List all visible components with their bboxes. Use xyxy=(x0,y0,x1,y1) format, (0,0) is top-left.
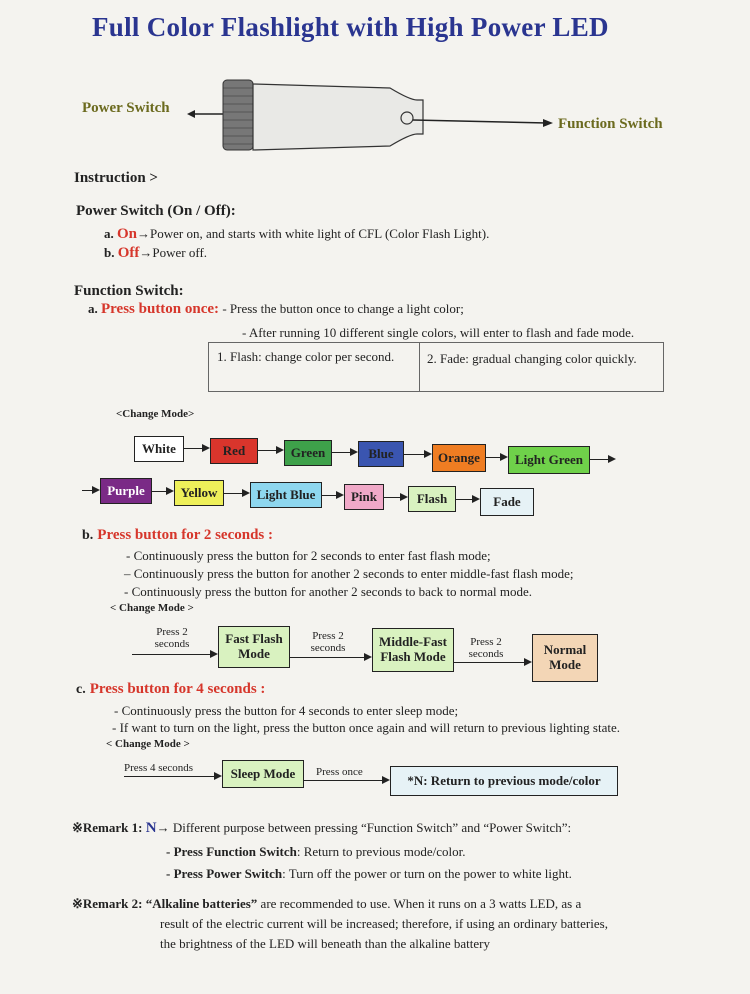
color-box-yellow: Yellow xyxy=(174,480,224,506)
press-once-line2: - After running 10 different single colors, will enter to flash and fade mode. xyxy=(242,325,635,340)
on-word: On xyxy=(117,226,138,242)
color-box-fade: Fade xyxy=(480,488,534,516)
arrow-icon xyxy=(304,780,388,781)
remark1-power-line: - Press Power Switch: Turn off the power or turn on the power to white light. xyxy=(166,866,572,881)
press-2s-title-line: b. Press button for 2 seconds : xyxy=(82,527,273,543)
press-once-line: a. Press button once: - Press the button once to change a light color; xyxy=(88,301,464,317)
table-cell-flash: 1. Flash: change color per second. xyxy=(217,349,395,364)
arrow-icon xyxy=(590,459,614,460)
page-title: Full Color Flashlight with High Power LED xyxy=(92,12,609,42)
color-box-green: Green xyxy=(284,440,332,466)
return-previous-box: *N: Return to previous mode/color xyxy=(390,766,618,796)
table-divider xyxy=(419,343,420,391)
function-switch-heading: Function Switch: xyxy=(74,283,184,299)
arrow-icon xyxy=(132,654,216,655)
press-2s-label: Press 2 seconds xyxy=(310,630,346,654)
arrow-icon xyxy=(82,490,98,491)
sleep-mode-box: Sleep Mode xyxy=(222,760,304,788)
arrow-right-icon: → xyxy=(156,820,170,835)
arrow-right-icon: → xyxy=(137,226,151,241)
arrow-icon xyxy=(290,657,370,658)
normal-mode-box: Normal Mode xyxy=(532,634,598,682)
color-box-orange: Orange xyxy=(432,444,486,472)
arrow-icon xyxy=(258,450,282,451)
press-4s-line1: - Continuously press the button for 4 seconds to enter sleep mode; xyxy=(114,703,459,718)
arrow-icon xyxy=(454,662,530,663)
color-box-light-green: Light Green xyxy=(508,446,590,474)
power-switch-label: Power Switch xyxy=(82,100,170,116)
remark1-function-line: - Press Function Switch: Return to previous mode/color. xyxy=(166,844,466,859)
arrow-right-icon: → xyxy=(139,245,153,260)
color-box-red: Red xyxy=(210,438,258,464)
remark2-line2: result of the electric current will be increased; therefore, if using an ordinary batteries, xyxy=(160,916,608,931)
mode-table xyxy=(208,342,664,392)
press-2s-label: Press 2 seconds xyxy=(154,626,190,650)
arrow-icon xyxy=(124,776,220,777)
press-4s-line2: - If want to turn on the light, press the button once again and will return to previous lighting state. xyxy=(112,720,620,735)
power-on-line: a. On→Power on, and starts with white light of CFL (Color Flash Light). xyxy=(104,226,490,242)
press-2s-line3: - Continuously press the button for another 2 seconds to back to normal mode. xyxy=(124,584,532,599)
arrow-icon xyxy=(486,457,506,458)
arrow-icon xyxy=(184,448,208,449)
arrow-icon xyxy=(224,493,248,494)
color-box-pink: Pink xyxy=(344,484,384,510)
fast-flash-box: Fast Flash Mode xyxy=(218,626,290,668)
function-switch-label: Function Switch xyxy=(558,116,663,132)
off-word: Off xyxy=(117,245,140,261)
remark1-line: ※Remark 1: N→ Different purpose between pressing “Function Switch” and “Power Switch”: xyxy=(72,820,572,836)
press-2s-line2: – Continuously press the button for another 2 seconds to enter middle-fast flash mode; xyxy=(124,566,574,581)
remark2-line3: the brightness of the LED will beneath than the alkaline battery xyxy=(160,936,490,951)
change-mode-label: < Change Mode > xyxy=(106,738,190,750)
color-box-blue: Blue xyxy=(358,441,404,467)
press-once-label: Press once xyxy=(316,766,363,778)
press-2s-label: Press 2 seconds xyxy=(468,636,504,660)
press-2s-title: Press button for 2 seconds : xyxy=(97,527,273,543)
arrow-icon xyxy=(152,491,172,492)
arrow-icon xyxy=(456,499,478,500)
change-mode-label: <Change Mode> xyxy=(116,408,195,420)
color-box-purple: Purple xyxy=(100,478,152,504)
instruction-heading: Instruction > xyxy=(74,170,158,186)
table-cell-fade: 2. Fade: gradual changing color quickly. xyxy=(427,351,637,366)
press-2s-line1: - Continuously press the button for 2 seconds to enter fast flash mode; xyxy=(126,548,491,563)
color-box-light-blue: Light Blue xyxy=(250,482,322,508)
arrow-icon xyxy=(384,497,406,498)
middle-fast-box: Middle-Fast Flash Mode xyxy=(372,628,454,672)
remark2-line1: ※Remark 2: “Alkaline batteries” are recommended to use. When it runs on a 3 watts LED, as a xyxy=(72,896,582,911)
flashlight-diagram xyxy=(185,70,555,160)
power-off-line: b. Off→Power off. xyxy=(104,245,208,261)
press-once-title: Press button once: xyxy=(101,301,220,317)
color-box-white: White xyxy=(134,436,184,462)
arrow-icon xyxy=(322,495,342,496)
color-box-flash: Flash xyxy=(408,486,456,512)
press-4s-title: Press button for 4 seconds : xyxy=(89,681,266,697)
press-4s-label: Press 4 seconds xyxy=(124,762,194,774)
arrow-icon xyxy=(404,454,430,455)
arrow-icon xyxy=(332,452,356,453)
press-4s-title-line: c. Press button for 4 seconds : xyxy=(76,681,266,697)
change-mode-label: < Change Mode > xyxy=(110,602,194,614)
power-switch-heading: Power Switch (On / Off): xyxy=(76,203,236,219)
